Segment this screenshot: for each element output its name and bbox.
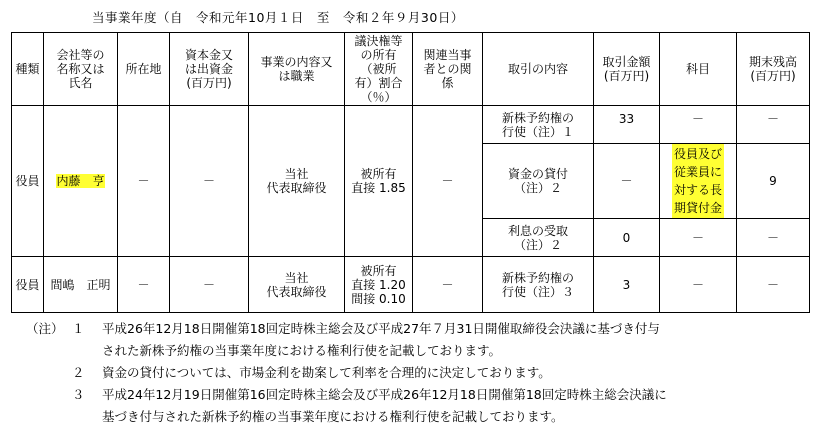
header-balance: 期末残高 (百万円) [737,33,810,106]
row2-business: 当社 代表取締役 [249,257,345,313]
row1-capital: － [170,106,249,257]
row1-tx1: 新株予約権の 行使（注）１ [483,106,594,144]
row2-relation: － [413,257,483,313]
footnotes [0,318,831,428]
note-1-cont: された新株予約権の当事業年度における権利行使を記載しております。 [102,343,502,358]
header-name: 会社等の 名称又は 氏名 [44,33,118,106]
header-type: 種類 [12,33,44,106]
row2-voting: 被所有 直接 1.20 間接 0.10 [345,257,413,313]
header-row [12,33,810,106]
row1-tx2: 資金の貸付 （注）２ [483,144,594,219]
row2-balance: － [737,257,810,313]
row2-account: － [660,257,737,313]
header-voting: 議決権等 の所有 （被所 有）割合 （％） [345,33,413,106]
row1-tx3-balance: － [737,219,810,257]
table-row [12,106,810,144]
header-account: 科目 [660,33,737,106]
row2-type: 役員 [12,257,44,313]
note-3: ３ 平成24年12月19日開催第16回定時株主総会及び平成26年12月18日開催第18回定時株主総会決議に [72,387,667,402]
row1-relation: － [413,106,483,257]
row1-tx2-balance: 9 [737,144,810,219]
row1-tx2-account: 役員及び 従業員に 対する長 期貸付金 [660,144,737,219]
row2-tx: 新株予約権の 行使（注）３ [483,257,594,313]
note-1: （注） １ 平成26年12月18日開催第18回定時株主総会及び平成27年７月31日開催取締役会決議に基づき付与 [0,318,831,340]
header-location: 所在地 [118,33,170,106]
row2-name: 間嶋 正明 [44,257,118,313]
row2-capital: － [170,257,249,313]
fiscal-period: 当事業年度（自 令和元年10月１日 至 令和２年９月30日） [92,10,464,25]
row1-voting: 被所有 直接 1.85 [345,106,413,257]
table-row [12,257,810,313]
row2-location: － [118,257,170,313]
row1-tx1-amount: 33 [594,106,660,144]
note-2: ２ 資金の貸付については、市場金利を勘案して利率を合理的に決定しております。 [72,365,551,380]
header-amount: 取引金額 (百万円) [594,33,660,106]
row2-amount: 3 [594,257,660,313]
header-relation: 関連当事 者との関 係 [413,33,483,106]
header-business: 事業の内容又 は職業 [249,33,345,106]
row1-tx2-amount: － [594,144,660,219]
row1-tx1-account: － [660,106,737,144]
note-3-cont: 基づき付与された新株予約権の当事業年度における権利行使を記載しております。 [102,409,564,424]
row1-type: 役員 [12,106,44,257]
related-party-table [11,32,810,313]
notes-label: （注） [26,321,64,336]
row1-location: － [118,106,170,257]
header-transaction: 取引の内容 [483,33,594,106]
row1-business: 当社 代表取締役 [249,106,345,257]
row1-tx3-amount: 0 [594,219,660,257]
row1-tx3: 利息の受取 （注）２ [483,219,594,257]
row1-tx1-balance: － [737,106,810,144]
row1-tx3-account: － [660,219,737,257]
row1-name: 内藤 亨 [44,106,118,257]
header-capital: 資本金又 は出資金 (百万円) [170,33,249,106]
